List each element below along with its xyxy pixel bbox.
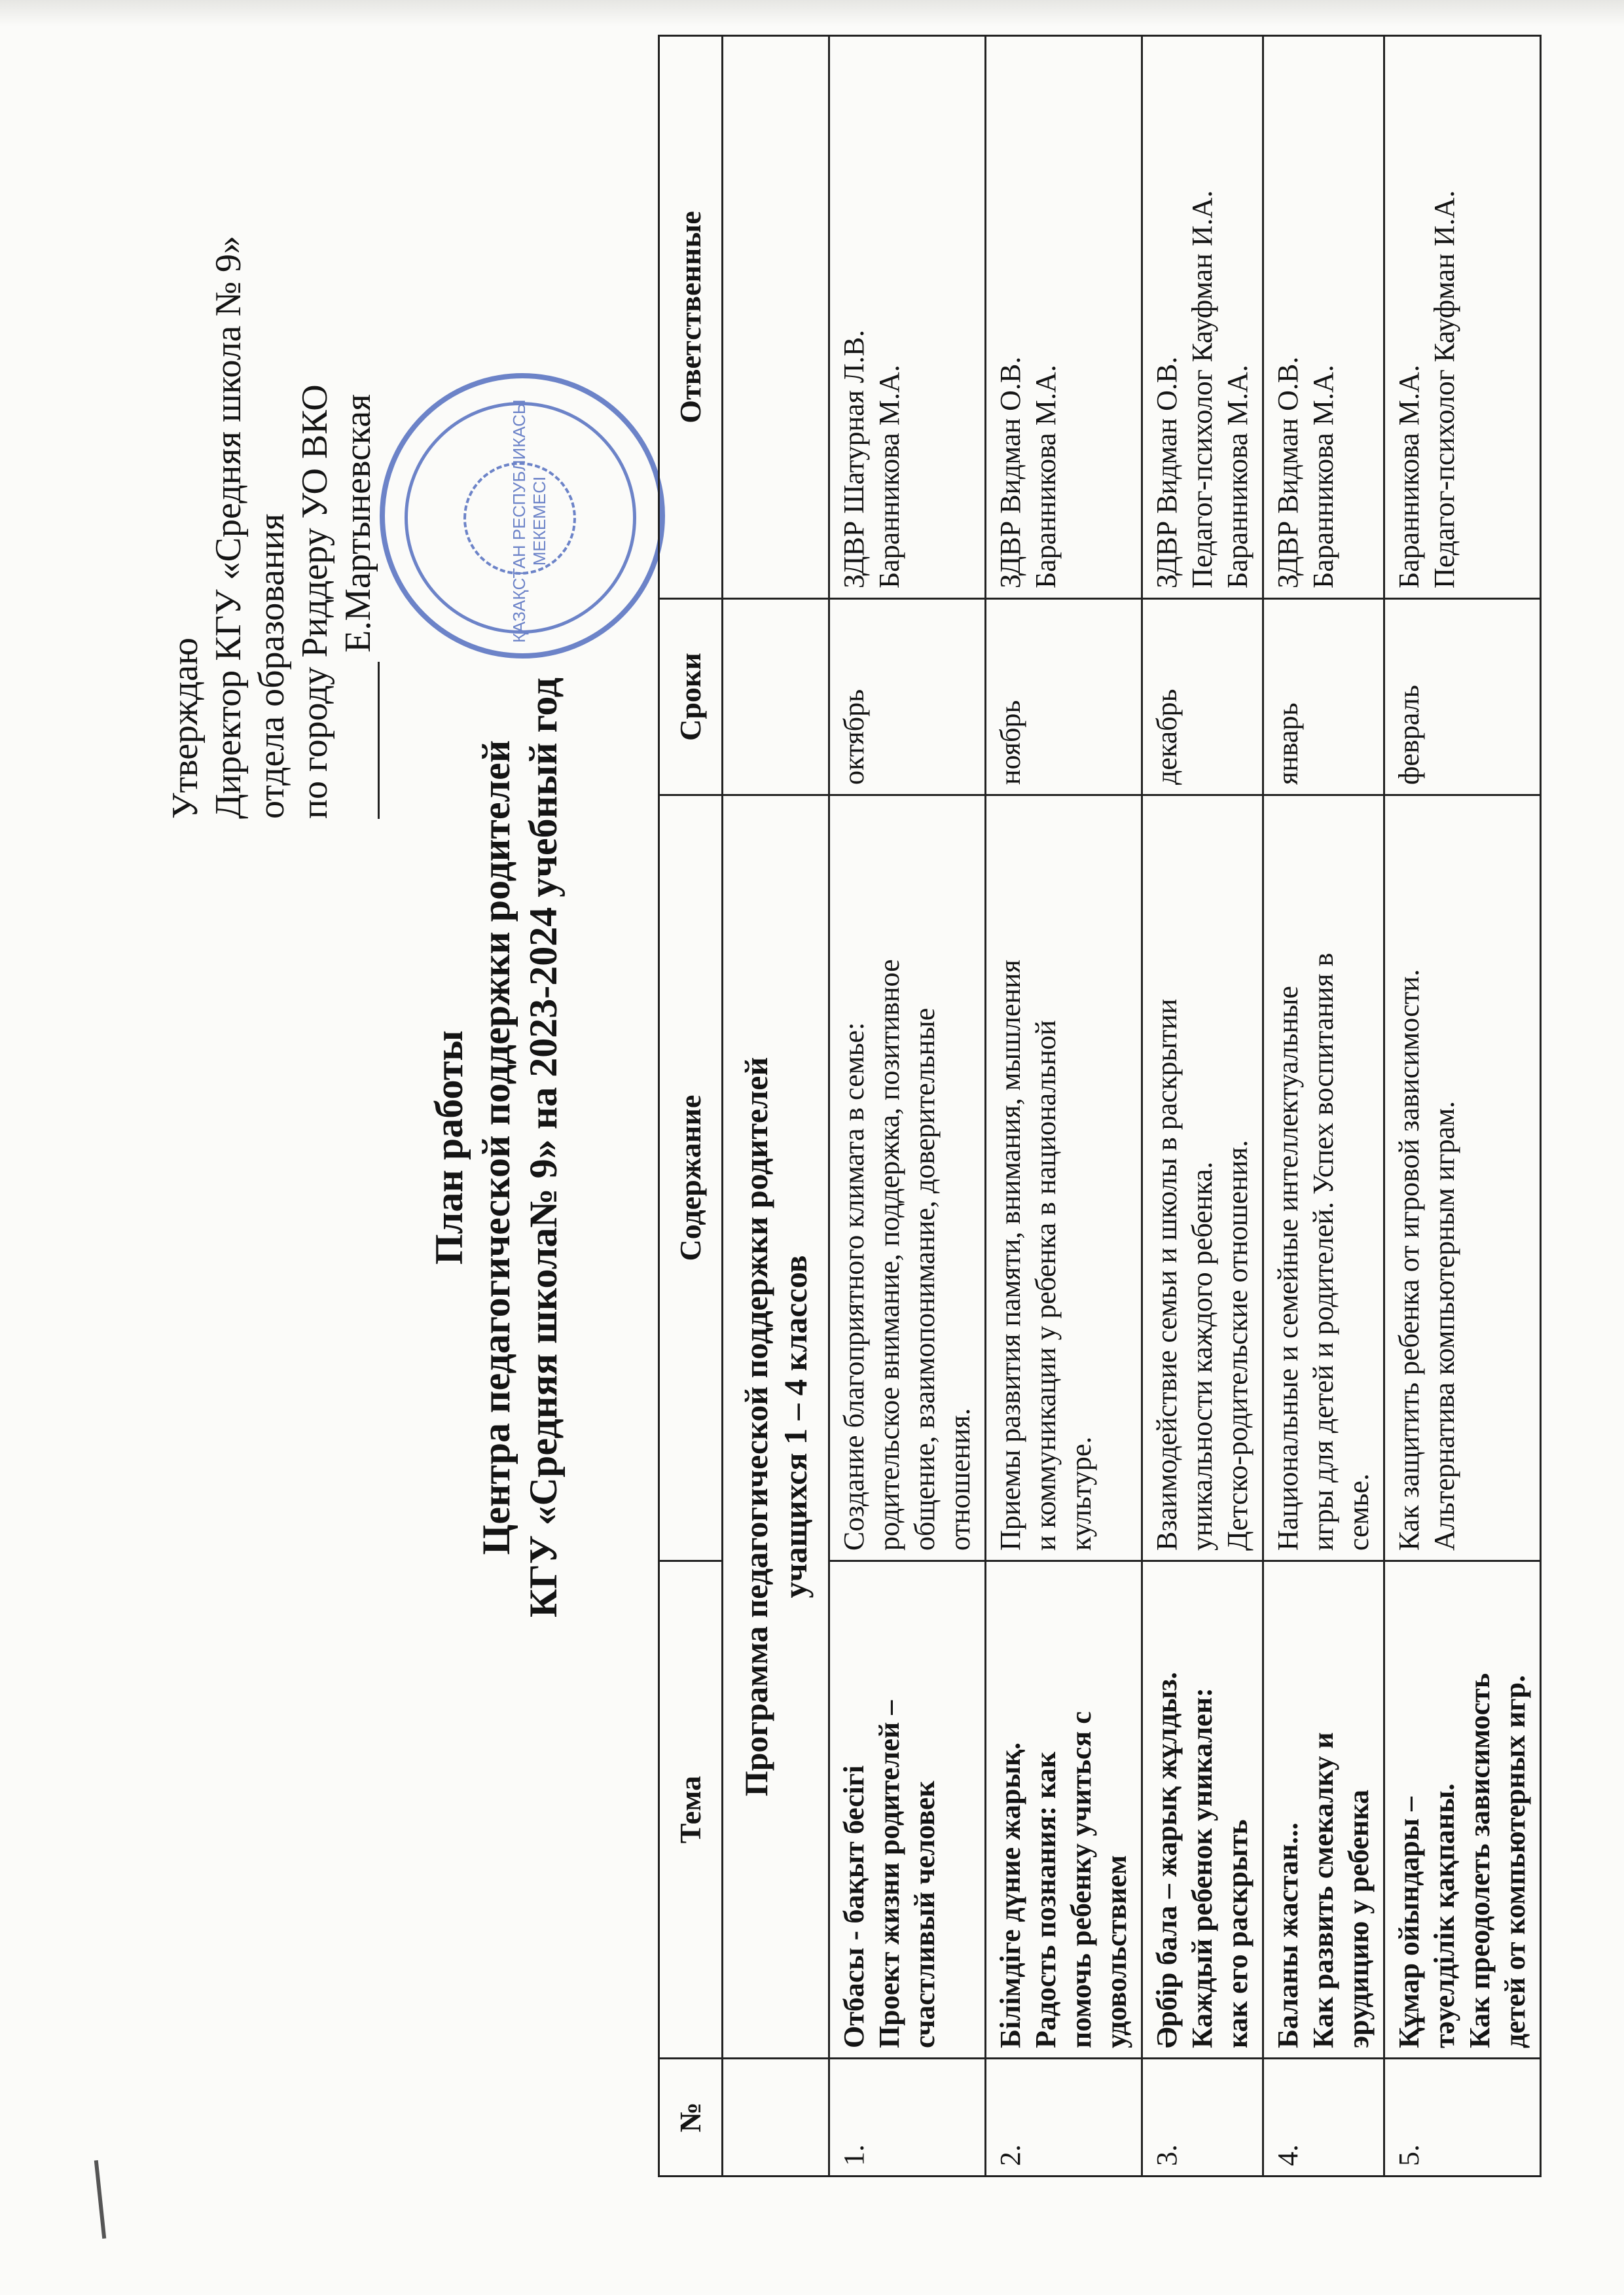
- approval-line-4: по городу Риддеру УО ВКО: [295, 384, 335, 819]
- header-topic: Тема: [659, 1561, 723, 2059]
- row-number: 3.: [1142, 2059, 1263, 2177]
- row-term: январь: [1263, 599, 1384, 795]
- program-title-line-2: учащихся 1 – 4 классов: [777, 1255, 814, 1599]
- row-topic: Әрбір бала – жарық жұлдыз. Каждый ребенок уникален: как его раскрыть: [1142, 1561, 1263, 2059]
- program-title-line-1: Программа педагогической поддержки родителей: [738, 1057, 774, 1797]
- row-term: декабрь: [1142, 599, 1263, 795]
- row-responsible: Баранникова М.А. Педагог-психолог Кауфман И.А.: [1384, 36, 1541, 599]
- plan-table: [658, 35, 1542, 2177]
- table-row: [986, 36, 1142, 2177]
- table-row: [1142, 36, 1263, 2177]
- row-responsible: ЗДВР Видман О.В. Педагог-психолог Кауфман И.А. Баранникова М.А.: [1142, 36, 1263, 599]
- row-term: октябрь: [829, 599, 986, 795]
- signature-name: Е.Мартыневская: [338, 394, 378, 653]
- row-number: 1.: [829, 2059, 986, 2177]
- program-title: [723, 795, 829, 2059]
- row-responsible: ЗДВР Видман О.В. Баранникова М.А.: [1263, 36, 1384, 599]
- table-header-row: [659, 36, 723, 2177]
- title-line-2: Центра педагогической поддержки родителей: [475, 740, 518, 1555]
- table-row: [1263, 36, 1384, 2177]
- row-topic: Баланы жастан... Как развить смекалку и эрудицию у ребенка: [1263, 1561, 1384, 2059]
- table-row: [1384, 36, 1541, 2177]
- header-content: Содержание: [659, 795, 723, 1561]
- row-topic: Құмар ойындары – тәуелділік қақпаны. Как преодолеть зависимость детей от компьютерных игр.: [1384, 1561, 1541, 2059]
- row-term: ноябрь: [986, 599, 1142, 795]
- approval-line-2: Директор КГУ «Средняя школа № 9»: [208, 235, 249, 819]
- row-content: Как защитить ребенка от игровой зависимости. Альтернатива компьютерным играм.: [1384, 795, 1541, 1561]
- row-topic: Білімдіге дүние жарық. Радость познания: как помочь ребенку учиться с удовольствием: [986, 1561, 1142, 2059]
- row-term: февраль: [1384, 599, 1541, 795]
- header-number: №: [659, 2059, 723, 2177]
- row-content: Приемы развития памяти, внимания, мышления и коммуникации у ребенка в национальной культуре.: [986, 795, 1142, 1561]
- stamp-text: ҚАЗАҚСТАН РЕСПУБЛИКАСЫ МЕКЕМЕСІ: [509, 399, 549, 643]
- approval-line-3: отдела образования: [251, 513, 292, 819]
- approval-block: [164, 236, 380, 819]
- row-number: 2.: [986, 2059, 1142, 2177]
- row-responsible: ЗДВР Видман О.В. Баранникова М.А.: [986, 36, 1142, 599]
- header-responsible: Ответственные: [659, 36, 723, 599]
- row-content: Взаимодействие семьи и школы в раскрытии уникальности каждого ребенка. Детско-родительские отношения.: [1142, 795, 1263, 1561]
- row-number: 4.: [1263, 2059, 1384, 2177]
- table-row: [829, 36, 986, 2177]
- approval-signature: [336, 236, 380, 819]
- signature-line: [352, 662, 380, 819]
- row-number: 5.: [1384, 2059, 1541, 2177]
- row-responsible: ЗДВР Шатурная Л.В. Баранникова М.А.: [829, 36, 986, 599]
- row-content: Национальные и семейные интеллектуальные игры для детей и родителей. Успех воспитания в семье.: [1263, 795, 1384, 1561]
- row-content: Создание благоприятного климата в семье: родительское внимание, поддержка, позитивное общение, взаимопонимание, доверительные отношения.: [829, 795, 986, 1561]
- header-term: Сроки: [659, 599, 723, 795]
- document-title: [425, 0, 567, 2295]
- program-row: [723, 36, 829, 2177]
- row-topic: Отбасы - бақыт бесігі Проект жизни родителей – счастливый человек: [829, 1561, 986, 2059]
- approval-line-1: Утверждаю: [165, 638, 206, 819]
- title-line-1: План работы: [427, 1030, 471, 1265]
- title-line-3: КГУ «Средняя школа№ 9» на 2023-2024 учебный год: [522, 677, 565, 1618]
